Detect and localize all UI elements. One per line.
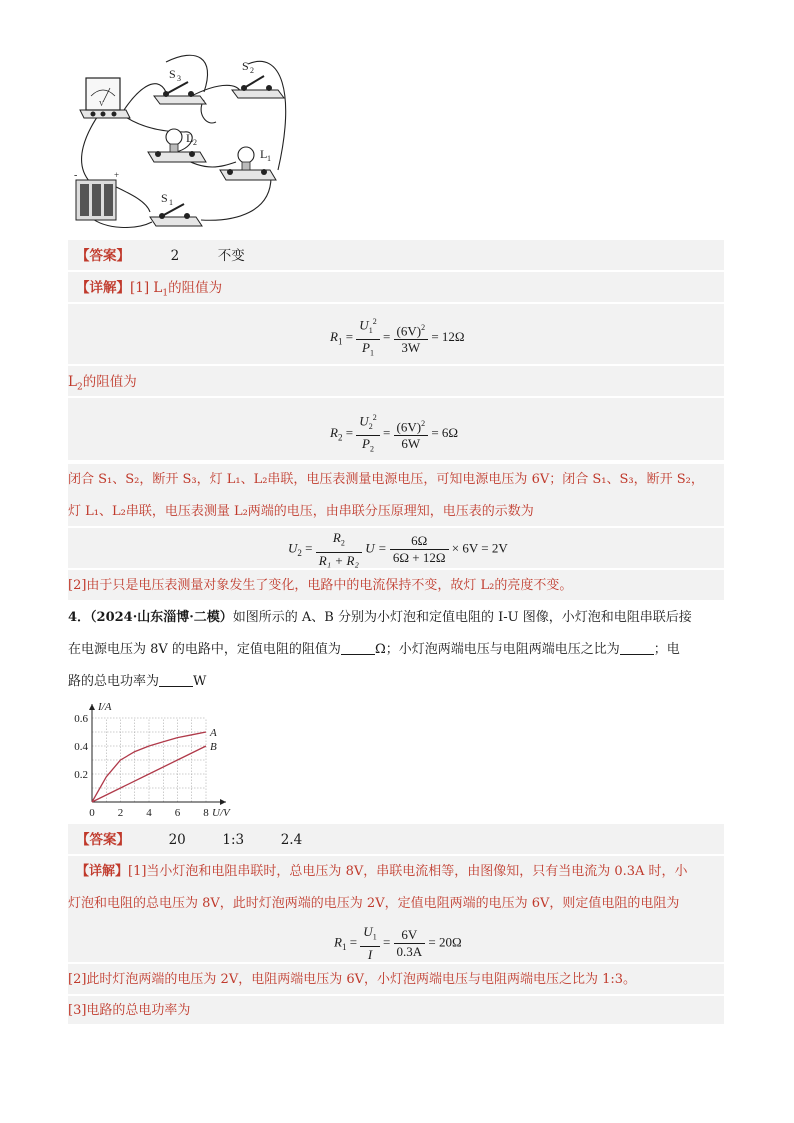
switch-s1-icon [150,191,202,226]
svg-text:1: 1 [169,198,173,207]
svg-text:1: 1 [267,154,271,163]
answer-value-1: 20 [168,832,186,848]
equation-r1: $R_1$ = $\frac{U_1^2}{P_1}$ = $\frac{(6V)^2}{3W}$ = 12Ω [330,314,465,362]
blank-field[interactable] [341,640,375,655]
answer-tag: 【答案】 [76,832,130,848]
answer-value-2: 1:3 [222,832,245,848]
voltmeter-icon [80,78,130,118]
equation-r1-q4: $R_1$ = $\frac{U_1}{I}$ = $\frac{6V}{0.3A}$ = 20Ω [334,924,462,962]
blank-field[interactable] [620,640,654,655]
l2-resistance-label: $L_2$的阻值为 [68,374,137,393]
detail-text: 的阻值为 [168,280,223,296]
wire [82,110,102,182]
x-tick-label: 2 [117,807,124,819]
svg-text:L: L [186,131,194,145]
text-band [68,366,724,396]
wire [201,177,271,220]
lamp-l1-icon [220,147,276,180]
detail-row: 【详解】[1]当小灯泡和电阻串联时，总电压为 8V，串联电流相等，由图像知，只有当电流为 0.3A 时，小 灯泡和电阻的总电压为 8V，此时灯泡两端的电压为 2V，定值电阻两端的电压为 6V，则定值电阻的电阻为 [68,864,688,911]
paragraph-2: [2]由于只是电压表测量对象发生了变化，电路中的电流保持不变，故灯 L₂的亮度不变。 [68,578,573,593]
answer-tag: 【答案】 [76,248,130,264]
y-tick-label: 0.4 [74,741,88,753]
svg-text:2: 2 [193,138,197,147]
iu-chart [70,698,260,822]
question-4: 4．（2024·山东淄博·二模）如图所示的 A、B 分别为小灯泡和定值电阻的 I-U 图像，小灯泡和电阻串联后接 在电源电压为 8V 的电路中，定值电阻的阻值为 Ω；小灯泡两端电压与电阻两端电压之比为 ；电 路的总电功率为 W [68,610,692,689]
detail-sub: 1 [162,288,169,299]
circuit-diagram [66,52,306,234]
detail-text: [1] L [130,280,163,296]
x-tick-label: 8 [203,807,209,819]
svg-text:S: S [242,59,249,73]
series-a-label: A [210,727,217,739]
switch-s2-icon [232,59,284,98]
svg-text:2: 2 [250,66,254,75]
y-axis-label: I/A [98,701,112,713]
svg-text:3: 3 [177,74,181,83]
equation-r2: $R_2$ = $\frac{U_2^2}{P_2}$ = $\frac{(6V)^2}{6W}$ = 6Ω [330,410,458,458]
svg-text:S: S [169,67,176,81]
paragraph-1: 闭合 S₁、S₂，断开 S₃，灯 L₁、L₂串联，电压表测量电源电压，可知电源电压为 6V；闭合 S₁、S₃，断开 S₂， 灯 L₁、L₂串联，电压表测量 L₂两端的电压，由串联分压原理知，电压表的示数为 [68,472,704,519]
svg-text:-: - [74,170,78,181]
x-axis-label: U/V [212,807,230,819]
detail-tag: 【详解】 [76,280,130,296]
detail-row [76,278,222,304]
x-tick-label: 6 [174,807,181,819]
lamp-l2-icon [148,129,206,162]
svg-text:V: V [99,100,105,108]
blank-field[interactable] [159,672,193,687]
svg-text:L: L [260,147,268,161]
answer-row [76,246,245,266]
svg-text:S: S [161,191,168,205]
switch-s3-icon [154,67,206,104]
answer-value-2: 不变 [217,248,245,264]
battery-icon [74,170,119,220]
y-tick-label: 0.2 [74,769,88,781]
equation-u2: $U_2$ = $\frac{R_2}{\text{R₁ + R₂}}$ U = $\frac{6\Omega}{6\Omega + 12\Omega}$ × 6V = 2V [288,530,508,568]
answer-value-1: 2 [170,248,180,264]
x-tick-label: 0 [89,807,95,819]
answer-row [76,830,302,850]
answer-value-3: 2.4 [280,832,303,848]
svg-text:+: + [114,170,120,180]
paragraph-q4-3: [3]电路的总电功率为 [68,1003,191,1018]
paragraph-q4-2: [2]此时灯泡两端的电压为 2V，电阻两端电压为 6V，小灯泡两端电压与电阻两端电压之比为 1:3。 [68,972,637,987]
y-axis-arrow [89,704,95,710]
series-b-label: B [210,741,217,753]
y-tick-label: 0.6 [74,713,88,725]
x-tick-label: 4 [146,807,152,819]
x-axis-arrow [220,799,226,805]
